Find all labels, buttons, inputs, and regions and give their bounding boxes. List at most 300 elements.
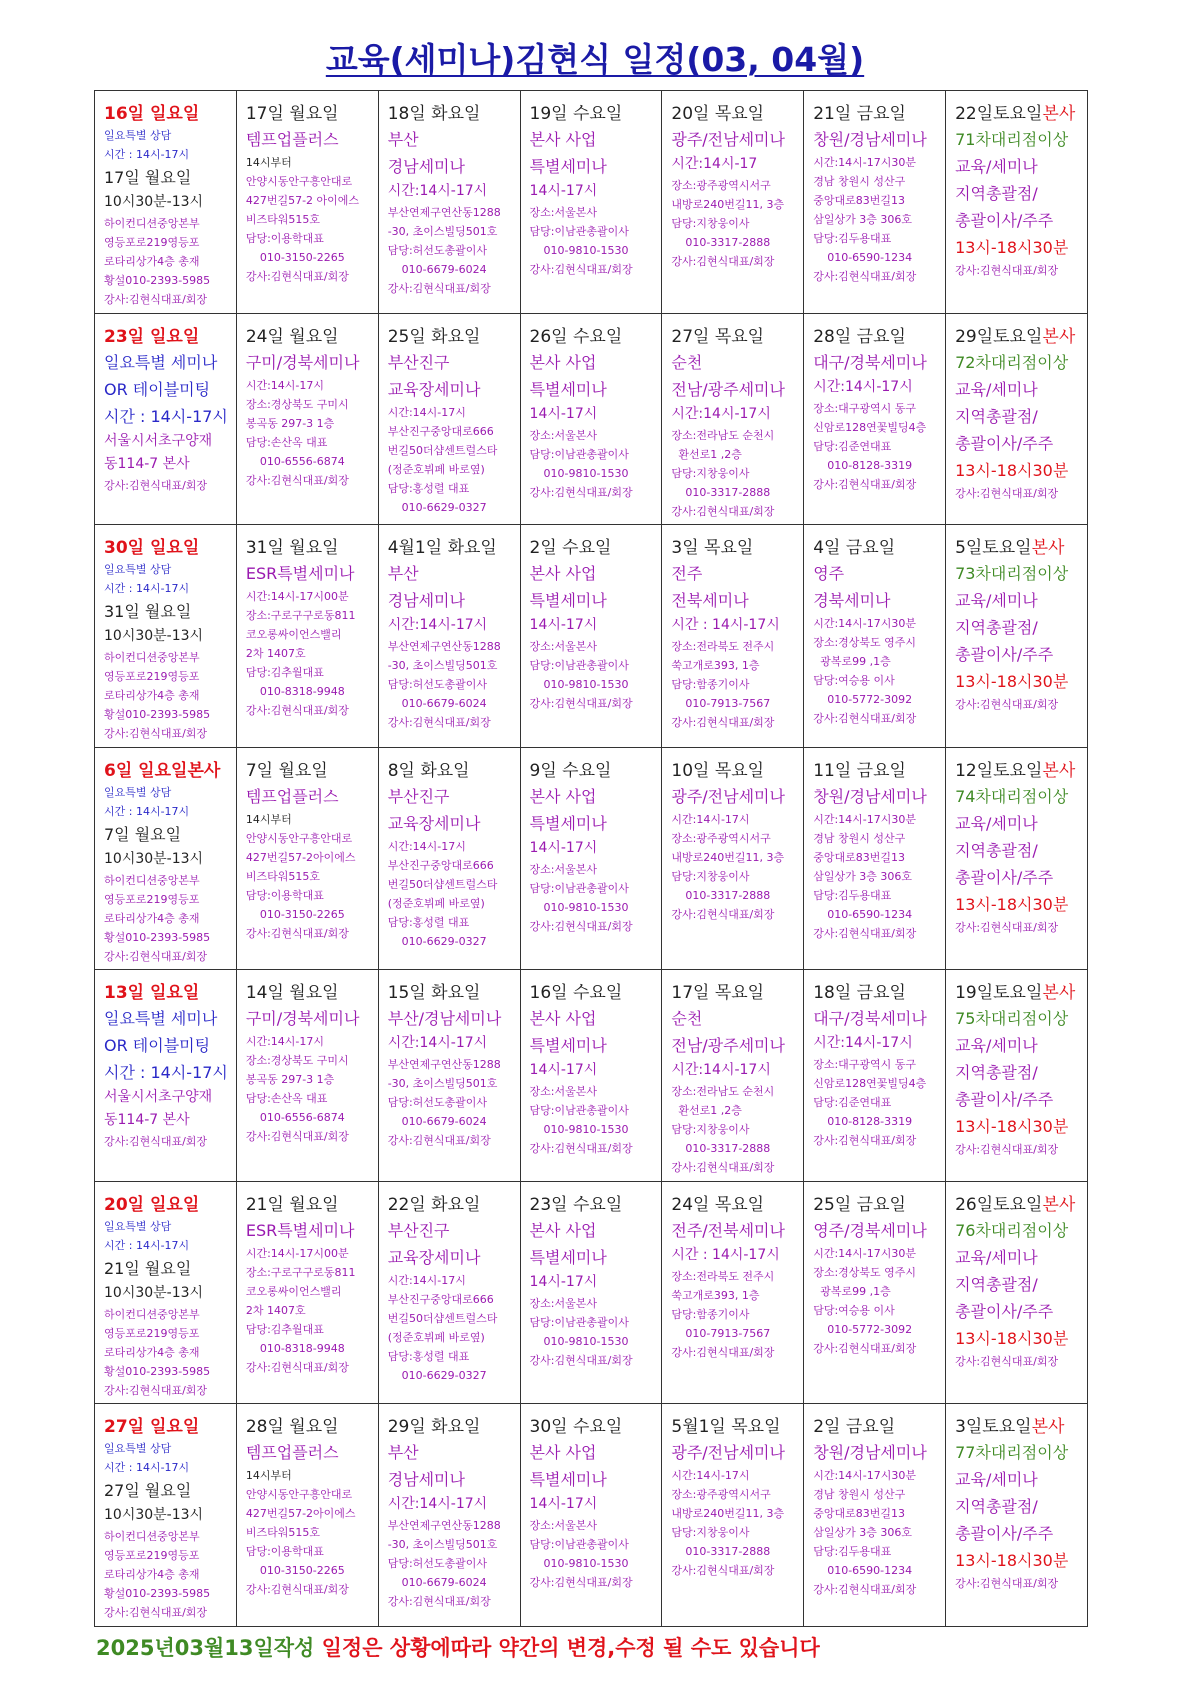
event-line: 안양시동안구흥안대로 [245,831,353,845]
event-line: 담당:이남관총괄이사 [529,447,629,461]
event-line: 담당:이남관총괄이사 [529,1538,629,1552]
event-line: 010-7913-7567 [671,697,771,711]
event-line: 특별세미나 [529,157,607,176]
day-cell [378,747,520,970]
event-line: 강사:김현식대표/회장 [529,1353,633,1367]
event-line: 시간 : 14시-17시 [104,1063,228,1083]
day-heading [388,1190,516,1215]
day-cell [378,525,520,748]
event-line: 총괄이사/주주 [955,1301,1054,1321]
event-line: 010-8128-3319 [813,1115,913,1129]
day-heading [388,99,516,124]
event-line: 강사:김현식대표/회장 [671,1345,775,1359]
day-date: 3일 목요일 [671,538,754,559]
event-line: 강사:김현식대표/회장 [387,716,491,730]
event-line: 환선로1 ,2층 [671,1104,742,1118]
event-line: 시간 : 14시-17시 [104,406,228,426]
day-heading [671,1190,799,1215]
day-cell [378,1404,520,1627]
event-line: 광주/전남세미나 [671,786,785,806]
event-line: 템프업플러스 [245,130,339,149]
event-line: 시간:14시-17시30분 [813,1469,917,1483]
event-line: 010-6590-1234 [813,907,913,921]
event-line: 담당:이용학대표 [245,888,324,902]
event-line: 부산연제구연산동1288 [387,206,501,219]
event-line: 75차대리점이상 [955,1009,1069,1029]
day-location-tag: 본사 [1042,326,1076,347]
day-heading [955,99,1083,124]
event-line: 황설010-2393-5985 [104,1587,211,1601]
day-date: 24일 월요일 [245,326,339,347]
day-date: 13일 일요일 [104,983,200,1004]
day-heading [813,322,941,347]
event-line: 광복로99 ,1층 [813,655,891,669]
event-line: 전주 [671,564,703,584]
event-line: 강사:김현식대표/회장 [529,697,633,711]
event-line: 14시부터 [245,156,292,169]
event-line: 시간:14시-17시 [387,1273,466,1287]
event-line: 일요특별 상담 [104,129,172,142]
event-line: 010-6679-6024 [387,263,487,276]
event-line: 시간:14시-17 [671,156,758,172]
event-line: 지역총괄점/ [955,1274,1038,1294]
event-line: 하이컨디션중앙본부 [104,1307,200,1321]
event-line: 010-9810-1530 [529,466,629,480]
event-line: 010-9810-1530 [529,678,629,692]
event-line: 강사:김현식대표/회장 [104,293,208,306]
event-line: 강사:김현식대표/회장 [104,478,208,492]
event-line: 장소:서울본사 [529,640,597,654]
day-heading [813,99,941,124]
day-heading [246,756,374,781]
event-line: 강사:김현식대표/회장 [813,1583,917,1597]
event-line: 영등포로219영등포 [104,1326,200,1340]
event-line: (정준호뷔페 바로옆) [387,896,485,910]
day-date: 27일 목요일 [671,326,765,347]
event-line: 010-6679-6024 [387,697,487,711]
event-line: 010-8318-9948 [245,1341,345,1355]
event-line: 총괄이사/주주 [955,1524,1054,1544]
day-location-tag: 본사 [187,760,221,781]
event-line: 강사:김현식대표/회장 [955,698,1059,712]
day-date: 16일 수요일 [529,983,623,1004]
event-line: 번길50더샵센트럴스타 [387,877,498,891]
event-line: 광복로99 ,1층 [813,1284,891,1298]
day-heading [388,756,516,781]
event-line: 장소:대구광역시 동구 [813,401,917,415]
event-line: 경남세미나 [387,591,465,611]
event-line: 특별세미나 [529,379,607,399]
event-line: 7일 월요일 [104,824,182,844]
event-line: 비즈타워515호 [245,213,320,226]
day-heading [530,1190,658,1215]
event-line: 교육장세미나 [387,1247,481,1267]
event-line: 부산/경남세미나 [387,1009,502,1029]
event-line: 부산연제구연산동1288 [387,640,501,654]
event-line: 하이컨디션중앙본부 [104,651,200,665]
event-line: 하이컨디션중앙본부 [104,1530,200,1544]
event-line: 강사:김현식대표/회장 [813,712,917,726]
footer [96,1632,820,1662]
day-cell [520,1181,662,1404]
event-line: 교육장세미나 [387,813,481,833]
event-line: 2차 1407호 [245,1303,306,1317]
event-line: 템프업플러스 [245,1443,339,1463]
event-line: 안양시동안구흥안대로 [245,175,353,188]
day-heading [530,978,658,1003]
event-line: 427번길57-2아이에스 [245,850,356,864]
event-line: 시간:14시-17시 [387,839,466,853]
event-line: 담당:지창웅이사 [671,1123,750,1137]
event-line: 강사:김현식대표/회장 [955,1143,1059,1157]
event-line: 010-5772-3092 [813,693,913,707]
event-line: 17일 월요일 [104,168,192,187]
event-line: 내방로240번길11, 3층 [671,1507,785,1521]
event-line: 강사:김현식대표/회장 [387,1595,491,1609]
event-line: 교육/세미나 [955,157,1038,176]
event-line: 010-6629-0327 [387,1368,487,1382]
event-line: 하이컨디션중앙본부 [104,873,200,887]
event-line: 일요특별 상담 [104,563,172,577]
event-line: 010-8318-9948 [245,685,345,699]
day-date: 5일토요일 [955,538,1032,559]
day-heading [671,1412,799,1437]
event-line: 담당:여승용 이사 [813,1303,895,1317]
event-line: 장소:광주광역시서구 [671,179,771,192]
day-heading [104,533,232,558]
event-line: 14시-17시 [529,839,598,856]
event-line: 시간:14시-17시00분 [245,590,349,604]
day-heading [955,1190,1083,1215]
day-heading [671,99,799,124]
event-line: 장소:전라남도 순천시 [671,1085,775,1099]
day-heading [813,1190,941,1215]
event-line: 담당:지창웅이사 [671,869,750,883]
event-line: 담당:김추월대표 [245,1322,324,1336]
event-line: 시간 : 14시-17시 [104,1238,190,1252]
event-line: 010-6679-6024 [387,1576,487,1590]
event-line: 담당:홍성렬 대표 [387,481,470,495]
day-cell [236,313,378,525]
event-line: 창원/경남세미나 [813,786,927,806]
event-line: 광주/전남세미나 [671,130,785,149]
event-line: 14시-17시 [529,405,598,422]
event-line: 장소:광주광역시서구 [671,1488,771,1502]
event-line: 010-9810-1530 [529,1557,629,1571]
day-cell [804,1181,946,1404]
event-line: 담당:허선도총괄이사 [387,1557,488,1571]
event-line: 장소:경상북도 영주시 [813,1265,917,1279]
event-line: 강사:김현식대표/회장 [245,1360,349,1374]
event-line: 구미/경북세미나 [245,352,360,372]
event-line: 14시-17시 [529,183,598,199]
event-line: 교육/세미나 [955,813,1038,833]
event-line: 봉곡동 297-3 1층 [245,1073,335,1087]
event-line: 담당:이용학대표 [245,232,324,245]
day-heading [388,1412,516,1437]
event-line: 14시부터 [245,812,292,826]
day-date: 7일 월요일 [245,760,328,781]
event-line: 71차대리점이상 [955,130,1069,149]
day-date: 11일 금요일 [813,760,906,781]
event-line: 13시-18시30분 [955,238,1069,257]
event-line: 번길50더샵센트럴스타 [387,1311,498,1325]
day-date: 26일토요일 [955,1194,1043,1215]
day-date: 15일 화요일 [387,983,481,1004]
event-line: 010-3150-2265 [245,251,345,264]
event-line: 지역총괄점/ [955,618,1038,638]
event-line: 특별세미나 [529,1036,607,1056]
event-line: 일요특별 상담 [104,785,172,799]
event-line: 영등포로219영등포 [104,236,200,249]
event-line: 010-6590-1234 [813,251,913,264]
event-line: 봉곡동 297-3 1층 [245,416,335,430]
event-line: 장소:서울본사 [529,1085,597,1099]
event-line: 부산진구중앙대로666 [387,858,494,872]
day-date: 16일 일요일 [104,104,200,124]
event-line: 비즈타워515호 [245,1526,320,1540]
day-date: 25일 금요일 [813,1194,906,1215]
day-heading [246,978,374,1003]
event-line: 시간:14시-17시 [245,1035,325,1049]
event-line: 담당:여승용 이사 [813,674,895,688]
event-line: 강사:김현식대표/회장 [813,270,917,283]
day-date: 24일 목요일 [671,1194,765,1215]
event-line: 내방로240번길11, 3층 [671,198,785,211]
event-line: 로타리상가4층 총재 [104,689,200,703]
event-line: 13시-18시30분 [955,1117,1069,1137]
event-line: 창원/경남세미나 [813,130,927,149]
event-line: 총괄이사/주주 [955,867,1054,887]
day-cell [804,525,946,748]
event-line: 황설010-2393-5985 [104,930,211,944]
day-heading [671,978,799,1003]
week-row [95,1404,1088,1627]
day-cell [804,313,946,525]
event-line: 경남 창원시 성산구 [813,831,906,845]
event-line: 010-6679-6024 [387,1115,487,1129]
event-line: -30, 초이스빌딩501호 [387,225,498,238]
event-line: 강사:김현식대표/회장 [529,263,633,276]
day-cell [95,525,237,748]
day-cell [95,970,237,1182]
event-line: 강사:김현식대표/회장 [104,1383,208,1397]
event-line: 환선로1 ,2층 [671,447,742,461]
event-line: 강사:김현식대표/회장 [955,264,1059,277]
event-line: 전주/전북세미나 [671,1220,785,1240]
event-line: 장소:구로구구로동811 [245,1265,356,1279]
day-date: 29일 화요일 [387,1417,481,1438]
day-heading [955,756,1083,781]
event-line: 시간:14시-17시 [245,378,325,392]
event-line: 특별세미나 [529,813,607,833]
day-cell [662,1181,804,1404]
event-line: 13시-18시30분 [955,460,1069,480]
event-line: 010-5772-3092 [813,1322,913,1336]
day-date: 5월1일 목요일 [671,1417,781,1438]
day-heading [104,99,232,124]
event-line: 시간:14시-17시 [387,405,466,419]
day-location-tag: 본사 [1031,1417,1065,1438]
event-line: 대구/경북세미나 [813,1009,927,1029]
event-line: 13시-18시30분 [955,1328,1069,1348]
day-date: 4일 금요일 [813,538,896,559]
day-cell [520,313,662,525]
day-location-tag: 본사 [1042,983,1076,1004]
day-heading [955,978,1083,1003]
event-line: 10시30분-13시 [104,850,204,867]
schedule-table [94,90,1088,1627]
day-cell [378,1181,520,1404]
day-date: 25일 화요일 [387,326,481,347]
event-line: 010-6556-6874 [245,454,345,468]
day-cell [804,1404,946,1627]
event-line: 시간:14시-17시 [387,1035,488,1052]
event-line: 장소:서울본사 [529,862,597,876]
event-line: 담당:김준연대표 [813,1096,892,1110]
event-line: 담당:함종기이사 [671,678,750,692]
event-line: 중앙대로83번길13 [813,850,905,864]
day-date: 22일토요일 [955,104,1043,124]
event-line: 010-3317-2888 [671,1142,771,1156]
day-cell [378,313,520,525]
event-line: 강사:김현식대표/회장 [245,270,349,283]
event-line: 10시30분-13시 [104,628,204,645]
event-line: 쑥고개로393, 1층 [671,1288,760,1302]
event-line: 안양시동안구흥안대로 [245,1488,353,1502]
event-line: 총괄이사/주주 [955,645,1054,665]
week-row [95,970,1088,1182]
day-date: 23일 수요일 [529,1194,623,1215]
event-line: 코오롱싸이언스밸리 [245,628,342,642]
event-line: 010-6556-6874 [245,1111,345,1125]
event-line: 장소:경상북도 구미시 [245,397,349,411]
event-line: 강사:김현식대표/회장 [245,1583,349,1597]
day-cell [946,525,1088,748]
event-line: 본사 사업 [529,130,597,149]
day-cell [95,747,237,970]
event-line: 2차 1407호 [245,647,306,661]
event-line: 영등포로219영등포 [104,1549,200,1563]
event-line: 동114-7 본사 [104,455,190,472]
event-line: 광주/전남세미나 [671,1443,785,1463]
day-date: 30일 일요일 [104,538,200,559]
event-line: 중앙대로83번길13 [813,194,905,207]
day-heading [246,1190,374,1215]
event-line: 010-6590-1234 [813,1564,913,1578]
day-cell [95,1181,237,1404]
day-cell [662,1404,804,1627]
day-date: 22일 화요일 [387,1194,481,1215]
day-heading [813,533,941,558]
day-cell [662,525,804,748]
event-line: 시간:14시-17시00분 [245,1246,349,1260]
day-date: 6일 일요일 [104,760,188,781]
event-line: 10시30분-13시 [104,194,204,210]
day-date: 4월1일 화요일 [387,538,497,559]
event-line: 교육/세미나 [955,1247,1038,1267]
day-date: 9일 수요일 [529,760,612,781]
day-location-tag: 본사 [1042,1194,1076,1215]
event-line: 부산 [387,1443,419,1463]
day-date: 20일 일요일 [104,1194,200,1215]
day-cell [520,525,662,748]
event-line: 강사:김현식대표/회장 [104,949,208,963]
day-heading [530,99,658,124]
event-line: -30, 초이스빌딩501호 [387,1538,498,1552]
event-line: 강사:김현식대표/회장 [671,716,775,730]
day-heading [530,322,658,347]
event-line: 교육장세미나 [387,379,481,399]
event-line: 경남 창원시 성산구 [813,175,906,188]
event-line: 강사:김현식대표/회장 [671,1564,775,1578]
event-line: 경남세미나 [387,157,465,176]
event-line: 시간:14시-17시 [387,183,488,199]
event-line: 특별세미나 [529,1247,607,1267]
week-row [95,747,1088,970]
day-cell [378,970,520,1182]
event-line: 영등포로219영등포 [104,892,200,906]
event-line: 73차대리점이상 [955,564,1069,584]
event-line: ESR특별세미나 [245,564,355,584]
day-cell [946,747,1088,970]
event-line: 담당:이남관총괄이사 [529,881,629,895]
event-line: 13시-18시30분 [955,894,1069,914]
event-line: 14시-17시 [529,1273,598,1290]
event-line: 010-7913-7567 [671,1326,771,1340]
day-cell [662,91,804,314]
day-heading [813,756,941,781]
event-line: 부산진구 [387,786,450,806]
event-line: 27일 월요일 [104,1481,192,1501]
event-line: 강사:김현식대표/회장 [671,255,775,268]
event-line: 강사:김현식대표/회장 [813,477,917,491]
week-row [95,525,1088,748]
week-row [95,313,1088,525]
event-line: 영등포로219영등포 [104,670,200,684]
day-location-tag: 본사 [1042,104,1076,124]
day-date: 30일 수요일 [529,1417,623,1438]
event-line: OR 테이블미팅 [104,379,211,399]
event-line: 010-6629-0327 [387,934,487,948]
event-line: 시간 : 14시-17시 [104,582,190,596]
event-line: 순천 [671,352,703,372]
day-heading [955,322,1083,347]
day-cell [236,1404,378,1627]
event-line: 총괄이사/주주 [955,1090,1054,1110]
event-line: 전북세미나 [671,591,749,611]
event-line: 77차대리점이상 [955,1443,1069,1463]
event-line: ESR특별세미나 [245,1220,355,1240]
event-line: 강사:김현식대표/회장 [955,920,1059,934]
day-heading [813,978,941,1003]
event-line: 하이컨디션중앙본부 [104,217,200,230]
event-line: 부산 [387,564,419,584]
event-line: 31일 월요일 [104,602,192,622]
event-line: 특별세미나 [529,591,607,611]
event-line: 담당:김두용대표 [813,888,892,902]
event-line: 010-9810-1530 [529,244,629,257]
event-line: 72차대리점이상 [955,352,1069,372]
event-line: 13시-18시30분 [955,672,1069,692]
event-line: 010-3317-2888 [671,888,771,902]
day-heading [388,533,516,558]
event-line: 담당:허선도총괄이사 [387,244,488,257]
day-cell [804,91,946,314]
day-cell [804,747,946,970]
event-line: 부산진구중앙대로666 [387,424,494,438]
event-line: 비즈타워515호 [245,869,320,883]
